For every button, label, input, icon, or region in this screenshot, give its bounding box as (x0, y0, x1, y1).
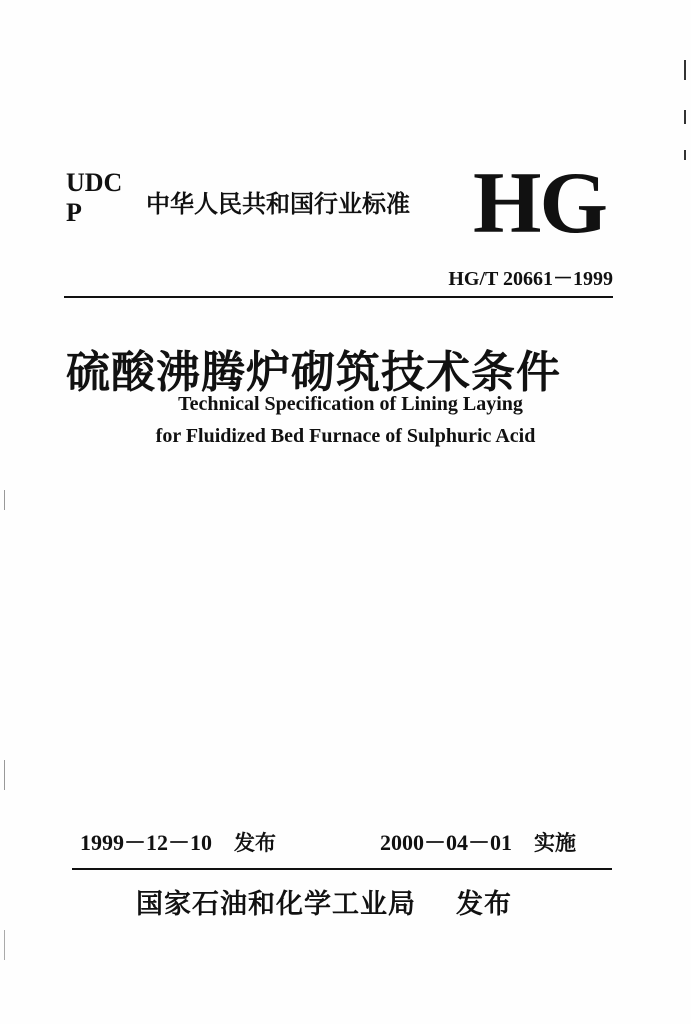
p-label: P (66, 198, 82, 227)
scan-mark (4, 490, 5, 510)
issuer-name: 国家石油和化学工业局 (136, 889, 416, 920)
implement-date-row (380, 826, 576, 857)
scan-mark (684, 60, 686, 80)
standard-type: 中华人民共和国行业标准 (146, 190, 410, 218)
udc-block (66, 168, 122, 228)
implement-label: 实施 (534, 831, 577, 855)
issuer-row (136, 882, 512, 921)
issue-date-row (80, 826, 276, 857)
page-title-english-line1: Technical Specification of Lining Laying (178, 393, 523, 415)
issue-label: 发布 (234, 831, 277, 855)
scan-mark (684, 110, 686, 124)
scan-mark (4, 930, 5, 960)
issuer-label: 发布 (456, 889, 512, 920)
hg-logo: HG (473, 155, 606, 252)
scan-mark (4, 760, 5, 790)
implement-date: 2000－04－01 (380, 830, 513, 855)
standard-number: HG/T 20661－1999 (448, 268, 613, 290)
top-divider (64, 296, 613, 298)
page-title-english-line2: for Fluidized Bed Furnace of Sulphuric Acid (155, 425, 536, 447)
bottom-divider (72, 868, 612, 870)
scan-mark (684, 150, 686, 160)
udc-label: UDC (66, 168, 123, 197)
page-title-chinese: 硫酸沸腾炉砌筑技术条件 (66, 347, 561, 398)
issue-date: 1999－12－10 (80, 830, 213, 855)
